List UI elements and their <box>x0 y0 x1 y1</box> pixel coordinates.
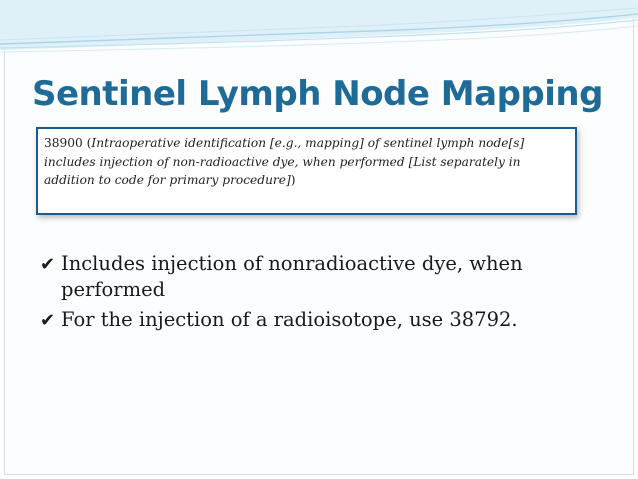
slide-title: Sentinel Lymph Node Mapping <box>32 74 603 114</box>
bullet-item <box>40 251 600 303</box>
cpt-code: 38900 <box>44 136 83 150</box>
bullet-text: For the injection of a radioisotope, use 38792. <box>61 308 518 331</box>
bullet-list <box>40 251 600 337</box>
close-paren: ) <box>290 173 296 187</box>
bullet-text: Includes injection of nonradioactive dye, when performed <box>61 252 523 301</box>
open-paren: ( <box>82 136 92 150</box>
cpt-description: Intraoperative identification [e.g., mapping] of sentinel lymph node[s] includes injection of non-radioactive dye, when performed [List separately in addition to code for primary procedure] <box>44 136 525 187</box>
checkmark-icon: ✔ <box>40 310 56 331</box>
bullet-item <box>40 307 600 333</box>
decorative-wave-band <box>0 0 638 62</box>
checkmark-icon: ✔ <box>40 254 56 275</box>
cpt-code-box <box>36 127 577 215</box>
